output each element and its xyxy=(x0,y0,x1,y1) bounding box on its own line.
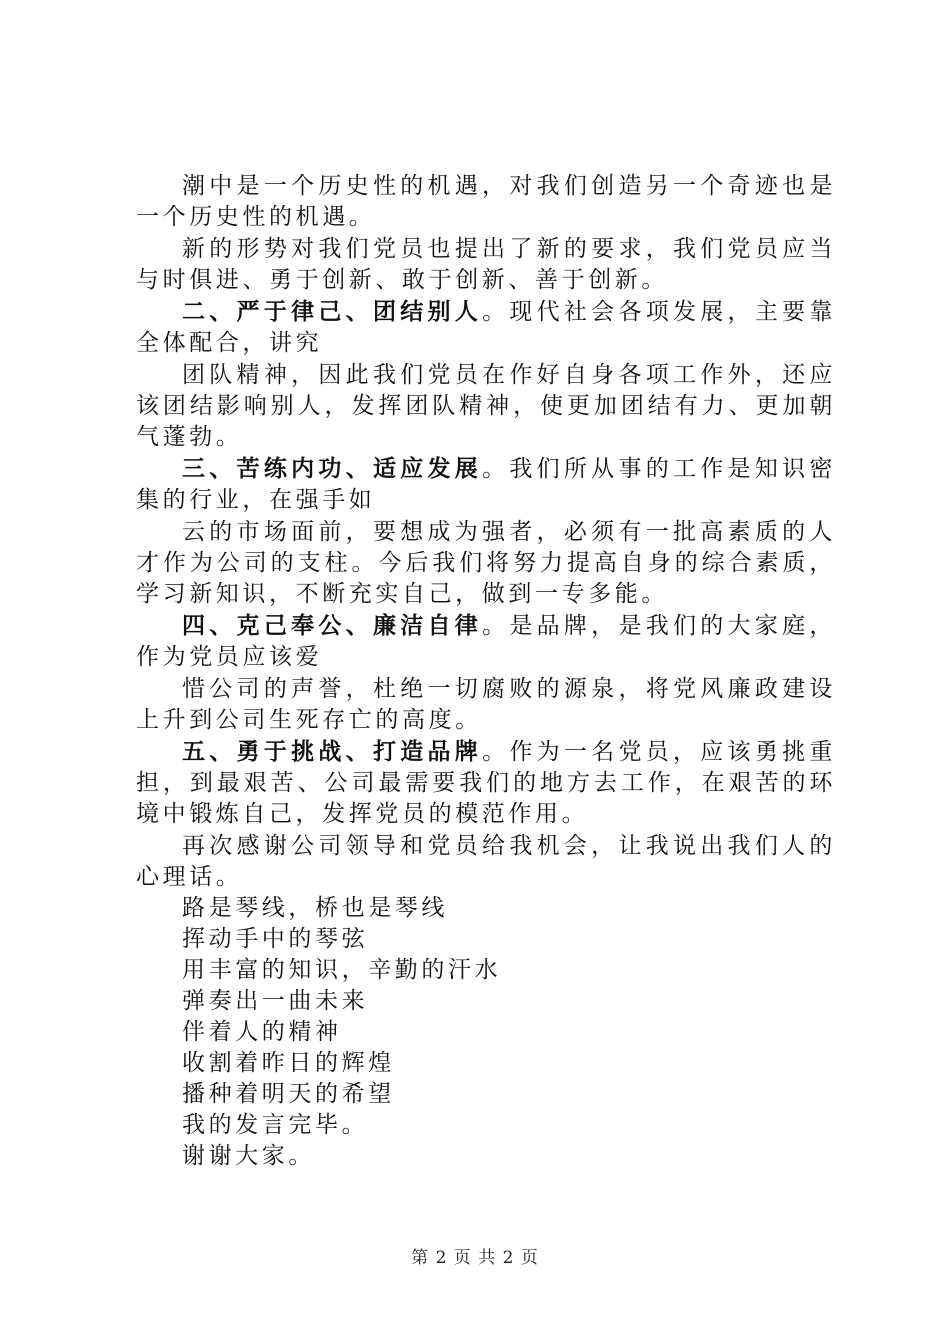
closing-line: 我的发言完毕。 xyxy=(182,1112,369,1138)
section-heading-paragraph: 二、严于律己、团结别人。现代社会各项发展，主要靠全体配合，讲究 xyxy=(136,298,836,356)
body-text xyxy=(136,170,836,1172)
poem-line: 收割着昨日的辉煌 xyxy=(182,1050,395,1076)
paragraph: 潮中是一个历史性的机遇，对我们创造另一个奇迹也是一个历史性的机遇。 xyxy=(136,173,836,230)
poem-line: 用丰富的知识，辛勤的汗水 xyxy=(182,957,502,983)
paragraph: 再次感谢公司领导和党员给我机会，让我说出我们人的心理话。 xyxy=(136,833,836,890)
paragraph: 团队精神，因此我们党员在作好自身各项工作外，还应该团结影响别人，发挥团队精神，使更加团结有力、更加朝气蓬勃。 xyxy=(136,362,836,450)
paragraph: 新的形势对我们党员也提出了新的要求，我们党员应当与时俱进、勇于创新、敢于创新、善于创新。 xyxy=(136,236,836,293)
section-heading: 五、勇于挑战、打造品牌 xyxy=(182,738,483,765)
section-heading: 三、苦练内功、适应发展 xyxy=(182,455,483,482)
poem-line: 路是琴线，桥也是琴线 xyxy=(182,895,448,921)
paragraph: 云的市场面前，要想成为强者，必须有一批高素质的人才作为公司的支柱。今后我们将努力提高自身的综合素质，学习新知识，不断充实自己，做到一专多能。 xyxy=(136,519,836,607)
section-heading-paragraph: 五、勇于挑战、打造品牌。作为一名党员，应该勇挑重担，到最艰苦、公司最需要我们的地方去工作，在艰苦的环境中锻炼自己，发挥党员的模范作用。 xyxy=(136,738,836,827)
poem-line: 播种着明天的希望 xyxy=(182,1081,395,1107)
poem-line: 伴着人的精神 xyxy=(182,1019,342,1045)
closing-line: 谢谢大家。 xyxy=(182,1143,315,1169)
poem-line: 挥动手中的琴弦 xyxy=(182,926,369,952)
section-heading: 二、严于律己、团结别人 xyxy=(182,298,483,325)
poem-line: 弹奏出一曲未来 xyxy=(182,988,369,1014)
paragraph: 惜公司的声誉，杜绝一切腐败的源泉，将党风廉政建设上升到公司生死存亡的高度。 xyxy=(136,676,836,733)
section-heading-paragraph: 四、克己奉公、廉洁自律。是品牌，是我们的大家庭，作为党员应该爱 xyxy=(136,612,836,670)
section-heading: 四、克己奉公、廉洁自律 xyxy=(182,612,483,639)
section-heading-paragraph: 三、苦练内功、适应发展。我们所从事的工作是知识密集的行业，在强手如 xyxy=(136,455,836,513)
poem-block xyxy=(136,893,836,1172)
page-number-footer: 第 2 页 共 2 页 xyxy=(411,1248,539,1268)
